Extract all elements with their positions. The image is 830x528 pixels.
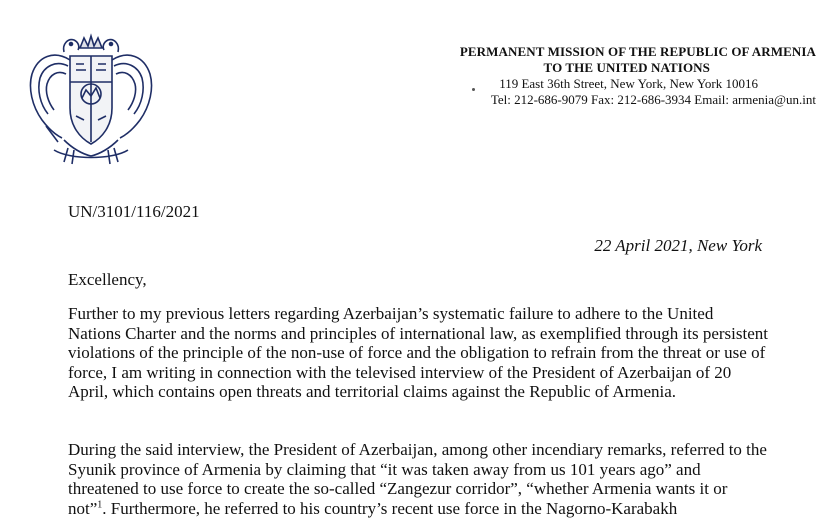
footnote-mark[interactable]: 1 (97, 498, 103, 510)
letterhead (460, 44, 816, 108)
mission-name-line2: TO THE UNITED NATIONS (543, 60, 710, 75)
paragraph-2 (68, 440, 770, 518)
paragraph-1: Further to my previous letters regarding Azerbaijan’s systematic failure to adhere to the United Nations Charter and the norms and principles of international law, as exemplified through its persistent violations of the principle of the non-use of force and the obligation to refrain from the threat or use of force, I am writing in connection with the televised interview of the President of Azerbaijan of 20 April, which contains open threats and territorial claims against the Republic of Armenia. (68, 304, 768, 401)
mission-name-line1: PERMANENT MISSION OF THE REPUBLIC OF ARMENIA (459, 44, 816, 59)
date-line: 22 April 2021, New York (594, 236, 762, 255)
mission-address: 119 East 36th Street, New York, New York 10016 (499, 76, 758, 91)
paragraph-2-text-b: . Furthermore, he referred to his country’s recent use force in the Nagorno-Karabakh (102, 498, 678, 518)
paragraph-2-text-a: During the said interview, the President of Azerbaijan, among other incendiary remarks, referred to the Syunik province of Armenia by claiming that “it was taken away from us 101 years ago” and threatened to use force to create the so-called “Zangezur corridor”, “whether Armenia wants it or not” (68, 440, 767, 518)
armenian-coat-of-arms-icon (24, 30, 158, 170)
mission-contact: Tel: 212-686-9079 Fax: 212-686-3934 Email: armenia@un.int (490, 92, 816, 107)
reference-number: UN/3101/116/2021 (68, 202, 200, 221)
salutation: Excellency, (68, 270, 147, 289)
stray-mark (472, 88, 475, 91)
